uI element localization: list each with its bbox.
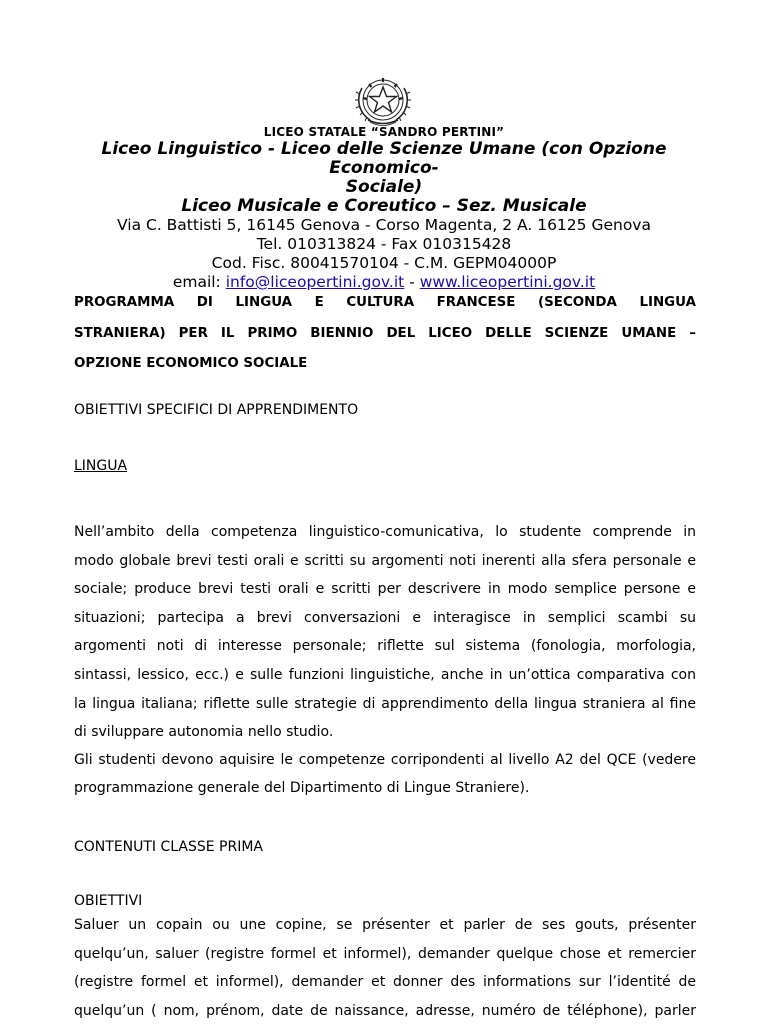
obiettivi-line: quelqu’un, saluer (registre formel et informel), demander quelque chose et remercier [74,945,696,962]
school-types-line-3: Liceo Musicale e Coreutico – Sez. Musicale [181,196,587,216]
contenuti-heading: CONTENUTI CLASSE PRIMA [74,839,264,855]
program-title-line-1: PROGRAMMA DI LINGUA E CULTURA FRANCESE (SECONDA LINGUA [74,295,696,310]
obiettivi-paragraph [74,911,696,1025]
lingua-line: Nell’ambito della competenza linguistico-comunicativa, lo studente comprende in [74,524,696,540]
school-types-line-1: Liceo Linguistico - Liceo delle Scienze Umane (con Opzione Economico- [101,139,667,178]
school-header [60,124,708,292]
school-phone: Tel. 010313824 - Fax 010315428 [256,235,512,253]
objectives-heading: OBIETTIVI SPECIFICI DI APPRENDIMENTO [74,402,359,418]
lingua-heading: LINGUA [74,458,128,474]
lingua-line: modo globale brevi testi orali e scritti su argomenti noti inerenti alla sfera personale e [74,552,696,569]
website-link[interactable]: www.liceopertini.gov.it [419,273,596,291]
program-title [74,288,696,380]
school-codes: Cod. Fisc. 80041570104 - C.M. GEPM04000P [211,254,557,272]
program-title-line-3: OPZIONE ECONOMICO SOCIALE [74,356,308,371]
lingua-line: di sviluppare autonomia nello studio. [74,724,334,741]
qce-paragraph [74,746,696,802]
lingua-line: situazioni; partecipa a brevi conversazioni e interagisce in semplici scambi su [74,609,696,626]
obiettivi-heading: OBIETTIVI [74,893,143,909]
email-link[interactable]: info@liceopertini.gov.it [225,273,405,291]
qce-line: Gli studenti devono aquisire le competenze corripondenti al livello A2 del QCE (vedere [74,752,696,768]
qce-line: programmazione generale del Dipartimento di Lingue Straniere). [74,780,530,796]
obiettivi-line: (registre formel et informel), demander et donner des informations sur l’identité de [74,974,696,991]
school-address: Via C. Battisti 5, 16145 Genova - Corso Magenta, 2 A. 16125 Genova [117,216,651,234]
contact-separator: - [404,273,420,291]
lingua-line: argomenti noti di interesse personale; riflette sul sistema (fonologia, morfologia, [74,638,696,655]
school-name: LICEO STATALE “SANDRO PERTINI” [263,125,505,139]
school-types-line-2: Sociale) [345,177,423,197]
lingua-line: sintassi, lessico, ecc.) e sulle funzioni linguistiche, anche in un’ottica comparativa con [74,666,696,683]
lingua-line: sociale; produce brevi testi orali e scritti per descrivere in modo semplice persone e [74,581,696,598]
obiettivi-line: quelqu’un ( nom, prénom, date de naissance, adresse, numéro de téléphone), parler [74,1002,696,1019]
program-title-line-2: STRANIERA) PER IL PRIMO BIENNIO DEL LICEO DELLE SCIENZE UMANE – [74,325,696,341]
lingua-line: la lingua italiana; riflette sulle strategie di apprendimento della lingua straniera al fine [74,695,696,712]
obiettivi-line: Saluer un copain ou une copine, se présenter et parler de ses gouts, présenter [74,917,696,933]
email-label: email: [172,273,226,291]
lingua-paragraph [74,518,696,747]
republic-emblem-icon [350,70,416,128]
